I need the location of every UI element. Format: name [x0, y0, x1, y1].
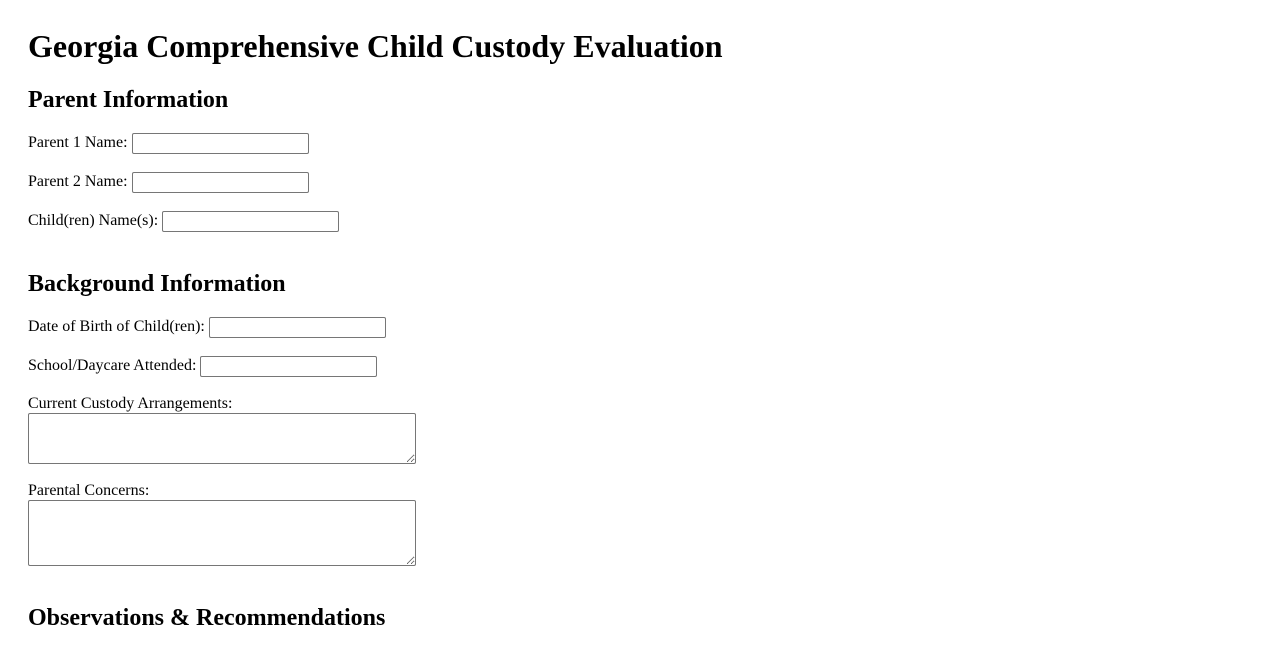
parent1-label: Parent 1 Name: [28, 134, 128, 151]
children-names-input[interactable] [162, 211, 339, 232]
background-information-heading: Background Information [28, 271, 286, 297]
parent-information-heading: Parent Information [28, 87, 229, 113]
children-label: Child(ren) Name(s): [28, 212, 159, 229]
school-input[interactable] [200, 356, 377, 377]
parent2-name-input[interactable] [132, 172, 309, 193]
parent2-row [28, 171, 309, 193]
school-label: School/Daycare Attended: [28, 357, 197, 374]
parent2-label: Parent 2 Name: [28, 173, 128, 190]
parental-concerns-label: Parental Concerns: [28, 482, 150, 499]
custody-arrangements-textarea[interactable] [28, 413, 416, 464]
dob-label: Date of Birth of Child(ren): [28, 318, 205, 335]
children-row [28, 210, 339, 232]
parent1-name-input[interactable] [132, 133, 309, 154]
custody-arrangements-label: Current Custody Arrangements: [28, 395, 233, 412]
school-row [28, 355, 377, 377]
page-title: Georgia Comprehensive Child Custody Evaluation [28, 28, 723, 64]
parent1-row [28, 132, 309, 154]
dob-input[interactable] [209, 317, 386, 338]
parental-concerns-textarea[interactable] [28, 500, 416, 566]
dob-row [28, 316, 386, 338]
observations-recommendations-heading: Observations & Recommendations [28, 605, 386, 631]
